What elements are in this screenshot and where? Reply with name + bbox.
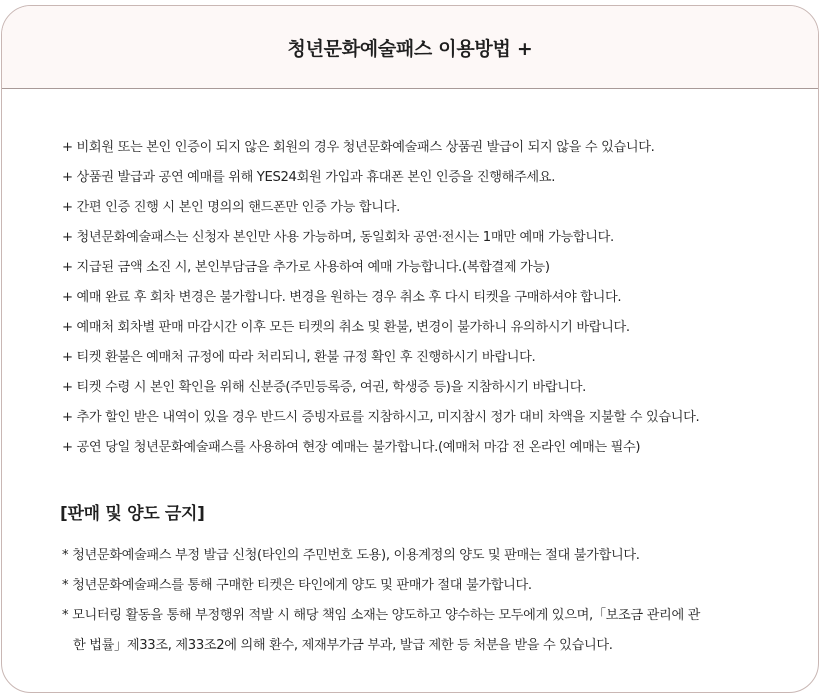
list-item [62, 541, 782, 571]
ban-rule-text: * 모니터링 활동을 통해 부정행위 적발 시 해당 책임 소재는 양도하고 양수하는 모두에게 있으며,「보조금 관리에 관 [62, 608, 701, 623]
ban-rule-text-continued: 한 법률」제33조, 제33조2에 의해 환수, 제재부가금 부과, 발급 제한 등 처분을 받을 수 있습니다. [73, 638, 613, 653]
ban-rule-text: * 청년문화예술패스 부정 발급 신청(타인의 주민번호 도용), 이용계정의 양도 및 판매는 절대 불가합니다. [62, 548, 640, 563]
list-item: + 상품권 발급과 공연 예매를 위해 YES24회원 가입과 휴대폰 본인 인증을 진행해주세요. [62, 170, 556, 185]
ban-rules-list [62, 541, 782, 661]
list-item: + 간편 인증 진행 시 본인 명의의 핸드폰만 인증 가능 합니다. [62, 200, 400, 215]
list-item [62, 601, 782, 661]
ban-section-heading: [판매 및 양도 금지] [60, 504, 205, 524]
usage-guide-card [1, 5, 819, 693]
list-item: + 지급된 금액 소진 시, 본인부담금을 추가로 사용하여 예매 가능합니다.(복합결제 가능) [62, 260, 550, 275]
list-item: + 비회원 또는 본인 인증이 되지 않은 회원의 경우 청년문화예술패스 상품권 발급이 되지 않을 수 있습니다. [62, 140, 655, 155]
card-header [2, 6, 818, 89]
usage-notes-list [62, 133, 699, 463]
list-item: + 공연 당일 청년문화예술패스를 사용하여 현장 예매는 불가합니다.(예매처 마감 전 온라인 예매는 필수) [62, 440, 641, 455]
list-item: + 티켓 환불은 예매처 규정에 따라 처리되니, 환불 규정 확인 후 진행하시기 바랍니다. [62, 350, 536, 365]
list-item: + 추가 할인 받은 내역이 있을 경우 반드시 증빙자료를 지참하시고, 미지참시 정가 대비 차액을 지불할 수 있습니다. [62, 410, 700, 425]
list-item: + 예매처 회차별 판매 마감시간 이후 모든 티켓의 취소 및 환불, 변경이 불가하니 유의하시기 바랍니다. [62, 320, 630, 335]
list-item: + 티켓 수령 시 본인 확인을 위해 신분증(주민등록증, 여권, 학생증 등)을 지참하시기 바랍니다. [62, 380, 586, 395]
page-title[interactable]: 청년문화예술패스 이용방법 + [287, 37, 533, 60]
list-item [62, 571, 782, 601]
ban-rule-text: * 청년문화예술패스를 통해 구매한 티켓은 타인에게 양도 및 판매가 절대 불가합니다. [62, 578, 532, 593]
list-item: + 청년문화예술패스는 신청자 본인만 사용 가능하며, 동일회차 공연·전시는 1매만 예매 가능합니다. [62, 230, 614, 245]
list-item: + 예매 완료 후 회차 변경은 불가합니다. 변경을 원하는 경우 취소 후 다시 티켓을 구매하셔야 합니다. [62, 290, 622, 305]
